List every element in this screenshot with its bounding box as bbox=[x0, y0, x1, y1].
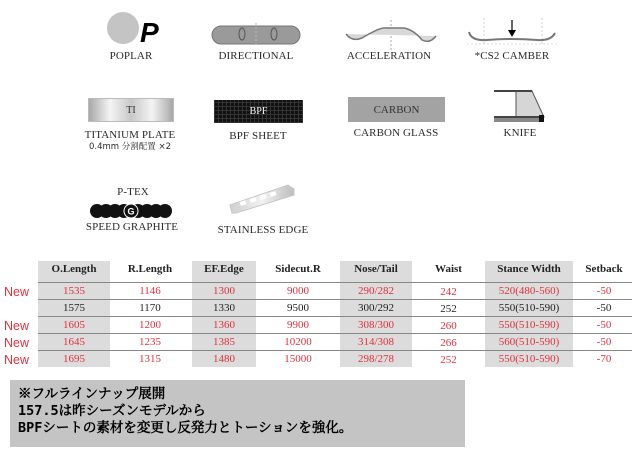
note-line: BPFシートの素材を変更し反発力とトーションを強化。 bbox=[18, 420, 353, 436]
feature-label: ACCELERATION bbox=[346, 50, 432, 62]
table-cell: 252 bbox=[440, 303, 457, 315]
table-cell: -50 bbox=[596, 319, 612, 331]
feature-label: BPF SHEET bbox=[229, 130, 287, 142]
feature-ptex bbox=[73, 221, 191, 233]
row-divider bbox=[38, 316, 632, 317]
table-cell: 10200 bbox=[284, 336, 312, 348]
table-cell: 252 bbox=[440, 354, 457, 366]
acceleration-flex-icon bbox=[344, 20, 438, 50]
table-cell: 9900 bbox=[287, 319, 309, 331]
table-cell: 1330 bbox=[213, 302, 235, 314]
bpf-badge: BPF bbox=[249, 106, 268, 117]
header-stance-width: Stance Width bbox=[497, 263, 561, 275]
table-cell: 308/300 bbox=[357, 319, 395, 331]
feature-label: TITANIUM PLATE bbox=[84, 129, 176, 141]
header-waist: Waist bbox=[435, 263, 462, 275]
new-tag: New bbox=[4, 285, 30, 299]
table-cell: -50 bbox=[596, 336, 612, 348]
knife-edge-icon bbox=[494, 89, 546, 125]
note-line: 157.5は昨シーズンモデルから bbox=[18, 403, 206, 419]
table-cell: 1695 bbox=[63, 353, 85, 365]
feature-carbon bbox=[340, 127, 452, 139]
table-cell: 1575 bbox=[63, 302, 85, 314]
feature-titanium bbox=[70, 130, 190, 152]
feature-sublabel: 0.4mm 分割配置 ×2 bbox=[88, 142, 171, 152]
svg-text:G: G bbox=[127, 206, 135, 217]
table-cell: 560(510-590) bbox=[498, 336, 560, 348]
column-shade bbox=[38, 261, 110, 367]
speed-graphite-icon bbox=[90, 203, 172, 219]
feature-bpf bbox=[208, 130, 308, 142]
feature-label: SPEED GRAPHITE bbox=[85, 221, 179, 233]
feature-label: STAINLESS EDGE bbox=[217, 224, 309, 236]
table-cell: 1235 bbox=[139, 336, 161, 348]
header-nose-tail: Nose/Tail bbox=[354, 263, 398, 275]
table-cell: 242 bbox=[440, 286, 457, 298]
table-cell: 550(510-590) bbox=[498, 319, 560, 331]
feature-toplabel: P-TEX bbox=[117, 186, 149, 198]
poplar-core-icon bbox=[106, 11, 166, 45]
table-cell: 1605 bbox=[63, 319, 85, 331]
table-cell: 1146 bbox=[139, 285, 161, 297]
table-cell: -50 bbox=[596, 285, 612, 297]
feature-directional bbox=[206, 50, 306, 62]
table-cell: 1360 bbox=[213, 319, 235, 331]
table-cell: -70 bbox=[596, 353, 612, 365]
table-cell: 290/282 bbox=[357, 285, 395, 297]
bpf-sheet-icon bbox=[214, 100, 303, 123]
feature-poplar bbox=[96, 50, 166, 62]
camber-profile-icon bbox=[467, 18, 559, 48]
table-cell: 550(510-590) bbox=[498, 353, 560, 365]
feature-ptex-top bbox=[88, 186, 178, 198]
table-cell: 1300 bbox=[213, 285, 235, 297]
header-o-length: O.Length bbox=[51, 263, 97, 275]
row-divider bbox=[38, 333, 632, 334]
table-cell: 1645 bbox=[63, 336, 85, 348]
row-divider bbox=[38, 350, 632, 351]
feature-cs2-camber bbox=[462, 50, 562, 62]
carbon-badge: CARBON bbox=[373, 103, 420, 116]
feature-label: DIRECTIONAL bbox=[218, 50, 294, 62]
directional-shape-icon bbox=[210, 23, 302, 47]
new-tag: New bbox=[4, 336, 30, 350]
table-cell: 300/292 bbox=[357, 302, 395, 314]
table-cell: 1200 bbox=[139, 319, 161, 331]
header-ef-edge: EF.Edge bbox=[204, 263, 244, 275]
table-cell: 1385 bbox=[213, 336, 235, 348]
table-cell: -50 bbox=[596, 302, 612, 314]
table-cell: 1170 bbox=[139, 302, 161, 314]
column-shade bbox=[485, 261, 573, 367]
feature-label: KNIFE bbox=[503, 127, 537, 139]
feature-stainless bbox=[208, 224, 318, 236]
table-cell: 1535 bbox=[63, 285, 85, 297]
table-cell: 15000 bbox=[284, 353, 312, 365]
table-cell: 298/278 bbox=[357, 353, 395, 365]
header-setback: Setback bbox=[585, 263, 623, 275]
table-cell: 1480 bbox=[213, 353, 235, 365]
table-cell: 550(510-590) bbox=[498, 302, 560, 314]
note-line: ※フルラインナップ展開 bbox=[18, 386, 166, 402]
row-divider bbox=[38, 282, 632, 283]
table-cell: 260 bbox=[440, 320, 457, 332]
table-cell: 520(480-560) bbox=[498, 285, 560, 297]
new-tag: New bbox=[4, 319, 30, 333]
column-shade bbox=[340, 261, 412, 367]
carbon-glass-icon bbox=[348, 97, 445, 122]
stainless-edge-icon bbox=[228, 183, 296, 215]
table-cell: 9500 bbox=[287, 302, 309, 314]
new-tag: New bbox=[4, 353, 30, 367]
column-shade bbox=[192, 261, 256, 367]
feature-knife bbox=[490, 127, 550, 139]
titanium-badge: TI bbox=[126, 104, 136, 116]
feature-label: *CS2 CAMBER bbox=[474, 50, 550, 62]
header-r-length: R.Length bbox=[127, 263, 173, 275]
row-divider bbox=[38, 299, 632, 300]
table-cell: 9000 bbox=[287, 285, 309, 297]
titanium-plate-icon bbox=[88, 98, 174, 122]
table-cell: 314/308 bbox=[357, 336, 395, 348]
note-box bbox=[10, 380, 465, 447]
feature-label: CARBON GLASS bbox=[353, 127, 439, 139]
table-cell: 1315 bbox=[139, 353, 161, 365]
header-sidecut: Sidecut.R bbox=[275, 263, 321, 275]
feature-acceleration bbox=[337, 50, 441, 62]
svg-text:P: P bbox=[140, 17, 159, 45]
feature-label: POPLAR bbox=[109, 50, 153, 62]
table-cell: 266 bbox=[440, 337, 457, 349]
